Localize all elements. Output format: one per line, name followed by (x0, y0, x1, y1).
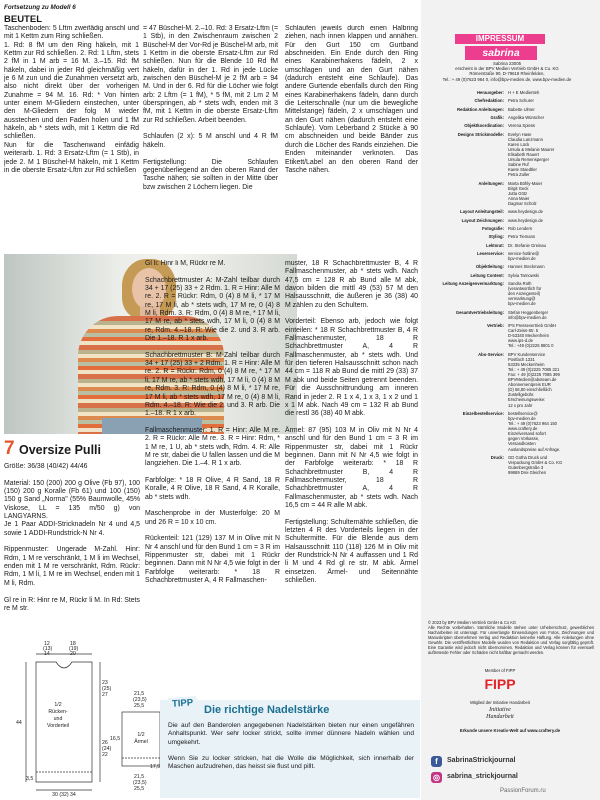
credit-label: Leitung Content: (470, 272, 504, 278)
svg-text:Rücken-: Rücken- (48, 709, 68, 715)
svg-text:21,5: 21,5 (134, 774, 145, 780)
text-column-3-bottom: muster, 18 R Schachbrettmuster B, 4 R Fallmaschenmuster, ab * stets wdh. Nach 47,5 cm = 128 R ab Bund alle M abk, davon bilden die mittl 49 (53) 57 M den Halsausschnitt, die äußeren je 36 (38) 40 M zählen zu den Schultern. Vorderteil: Ebenso arb, jedoch wie folgt einteilen: * 18 R Schachbrettmuster B, 4 R Fallmaschenmuster, 18 R Schachbrettmuster A, 4 R Fallmaschenmuster, ab * stets wdh. Und für den tieferen Halsausschnitt schon nach 44 cm = 118 R ab Bund die mittl 29 (33) 37 M abk und beide Seiten getrennt beenden. Für die Ausschnittrundung am inneren Rand in jeder 2. R 1 x 4, 1 x 3, 1 x 2 und 1 x 1 M abk. Nach 49 cm = 132 R ab Bund die restl 36 (38) 40 M abk. Ärmel: 87 (95) 103 M in Oliv mit N Nr 4 anschl und für den Bund 1 cm = 3 R im Rippenmuster str, dabei mit 1 Rückr beginnen. Dann mit N Nr 4,5 wie folgt in der Farbfolge weiterarb: * 18 R Schachbrettmuster B, 4 R Fallmaschenmuster, 18 R Schachbrettmuster A, 4 R Fallmaschenmuster, ab * stets wdh. Nach 16,5 cm = 44 R alle M abk. Fertigstellung: Schulternähte schließen, die letzten 4 R des Vorderteils liegen in der Schultermitte. Für die Blende aus dem Halsausschnitt 110 (118) 126 M in Oliv mit der Rundstrick-N Nr 4 auffassen und 1 Rd li M und 4 Rd gl re str. M abk. Ärmel einsetzen. Ärmel- und Seitennähte schließen. (285, 260, 418, 585)
text-column-1-top: Taschenboden: 5 Lftm zweifädig anschl und mit 1 Kettm zum Ring schließen. 1. Rd: 8 fM um den Ring häkeln, mit 1 Kettm zur Rd schließen. 2. Rd: 1 Lftm, stets 2 fM in 1 M arb = 16 M. 3.–15. Rd: fM häkeln, dabei in jeder Rd gleichmäßig vert je 6 M zun und die Zunahmen versetzt arb, also nicht direkt über der vorherigen Zunahme = 94 M. 16. Rd: * Von hinten unter einem M-Gliedern einstechen, unter den M-Gliedern der folg M wieder ausstechen und den Faden holen und 1 fM häkeln, ab * stets wdh, mit 1 Kettm die Rd schließen. Nun für die Taschenwand einfädig weiterarb. 1. Rd: 3 Ersatz-Lftm (= 1 Stb), in jede 2. M 1 Büschel-M häkeln, mit 1 Kettm in die oberste Ersatz-Lftm zur Rd schließen (4, 25, 139, 174)
credit-label: Gesamtvertriebsleitung: (455, 309, 504, 315)
svg-text:25,5: 25,5 (134, 703, 145, 709)
fipp-logo: FIPP (484, 676, 516, 692)
credit-value: Babette Ulmer (508, 106, 535, 112)
credit-value: Evelyn Hase Claudia Lanzmann Karen Lück Ursula & Melanie Maurer Elisabeth Rauert Ursula Remensperger Sabine Ruf Kaete Staedtler Petra Zuller (508, 131, 555, 178)
credit-label: Styling: (488, 234, 504, 240)
initiative-caption: Mitglied der Initiative Handarbeit (470, 700, 530, 705)
svg-text:25,5: 25,5 (134, 786, 145, 792)
svg-text:(25): (25) (102, 686, 112, 692)
credit-label: Chefredaktion: (474, 98, 504, 104)
svg-text:20: 20 (70, 651, 76, 657)
credit-value: Sandra Roth (verantwortlich für den Anzeigenteil) vermarktung@ bpv-medien.de (508, 280, 542, 307)
credit-value: Petra Schurer (508, 98, 534, 104)
craftery-link[interactable]: Erkunde unsere Kreativ-Welt auf www.craftery.de (459, 728, 561, 733)
credit-label: Abo-Service: (478, 351, 504, 357)
credit-label: Layout Anleitungsteil: (460, 209, 504, 215)
credit-value: bestellservice@ bpv-medien.de Tel.: + 49 (0)7623 964 150 www.craftery.de Einzelversand sofort gegen Vorkasse, Versandkosten Auslandspreise auf Anfrage. (508, 410, 561, 452)
front-back-outline (36, 662, 92, 782)
credit-label: Objektkoordination: (464, 123, 504, 129)
svg-text:(23,5): (23,5) (133, 780, 147, 786)
credit-value: Verena Spiess (508, 123, 536, 129)
credit-label: Herausgeber: (477, 90, 504, 95)
credit-value: Rob Lenders (508, 225, 532, 231)
credit-label: Druck: (490, 454, 504, 460)
facebook-icon[interactable]: f (431, 756, 442, 767)
svg-text:Vorderteil: Vorderteil (47, 723, 69, 729)
size-diagram (2, 640, 162, 798)
impressum-title: IMPRESSUM (455, 34, 545, 44)
tipp-tag: TIPP (168, 696, 198, 711)
credit-value: www.heydesign.de (508, 209, 543, 215)
svg-text:21,5: 21,5 (134, 691, 145, 697)
svg-text:(19): (19) (69, 646, 79, 652)
tipp-title: Die richtige Nadelstärke (204, 704, 330, 716)
svg-text:26: 26 (102, 740, 108, 746)
credit-label: Leitung Anzeigenvermarktung: (442, 280, 504, 286)
publisher-info: Sabrina 23005 erscheint in der BPV Medien Vertrieb GmbH & Co. KG Römerstraße 90, D-79618 Rheinfelden, Tel.: + 49 (0)7623 964 0, info@bpv-medien.de, www.bpv-medien.de (442, 61, 572, 82)
text-column-1-bottom: Größe: 36/38 (40/42) 44/46 Material: 150 (200) 200 g Olive (Fb 97), 100 (150) 200 g Koralle (Fb 61) und 100 (150) 150 g Sand „Norma" (55% Baumwolle, 45% Viskose, LL = 135 m/50 g) von LANGYARNS. Je 1 Paar ADDI-Stricknadeln Nr 4 und 4,5 sowie 1 ADDI-Rundstrick-N Nr 4. Rippenmuster: Ungerade M-Zahl. Hinr: Rdm, 1 M re verschränkt, 1 M li im Wechsel, enden mit 1 M re verschränkt, Rdm. Rückr: Rdm, 1 M li, 1 M re im Wechsel, enden mit 1 M li, Rdm. Gl re in R: Hinr re M, Rückr li M. In Rd: Stets re M str. (4, 463, 140, 612)
credit-label: Designs Strickmodelle: (457, 131, 504, 137)
beutel-title: BEUTEL (4, 14, 42, 25)
continuation-header: Fortsetzung zu Modell 6 (4, 4, 76, 11)
svg-text:14: 14 (44, 651, 50, 657)
credit-value: www.heydesign.de (508, 217, 543, 223)
credit-label: Anleitungen: (478, 180, 504, 186)
watermark-text: PassionForum.ru (500, 788, 546, 794)
svg-text:27: 27 (102, 692, 108, 698)
facebook-handle[interactable]: SabrinaStrickjournal (447, 757, 516, 764)
instagram-handle[interactable]: sabrina_strickjournal (447, 773, 518, 780)
credit-value: Stefan Heggenberger info@bpv-medien.de (508, 309, 549, 320)
svg-text:(24): (24) (102, 746, 112, 752)
svg-text:30 (32) 34: 30 (32) 34 (52, 792, 76, 798)
legal-notice: © 2023 by BPV Medien Vertrieb GmbH & Co KG Alle Rechte vorbehalten. Sämtliche Modelle stehen unter Urheberschutz, gewerbliches Nacharbeiten ist untersagt. Für unverlangte Einsendungen von Fotos, Zeichnungen und Manuskripten übernehmen Verlag und Redaktion keinerlei Haftung. Alle Anleitungen ohne Gewähr. Die veröffentlichten Modelle wurden von Redaktion und Verlag sorgfältig geprüft. Eine Garantie wird jedoch nicht übernommen. Redaktion und Verlag können für eventuell auftretende Fehler oder Schäden nicht haftbar gemacht werden. (428, 620, 594, 655)
credit-label: Objektleitung: (475, 264, 504, 270)
credit-value: Angelika Wünscher (508, 114, 545, 120)
svg-text:23: 23 (102, 680, 108, 686)
instagram-icon[interactable]: ◎ (431, 772, 442, 783)
svg-text:17,5: 17,5 (150, 764, 161, 770)
text-column-3-top: Schlaufen jeweils durch einen Halbring ziehen, nach innen klappen und annähen. Für den Gurt 150 cm Gurtband abschneiden. Ein Ende durch den Ring eines Karabinerhakens fädeln, 2 x umschlagen und an den Gurt nähen (dadurch entsteht eine Schlaufe). Das andere Gurtende ebenfalls durch den Ring eines Karabinerhakens fädeln, dann durch die Leiterschnalle (nur um die bewegliche Mittelstange) fädeln, 2 x umschlagen und an den Gurt nähen (dadurch entsteht eine Schlaufe). Vom Leberband 2 Stücke à 90 cm abschneiden und beide Bänder zus durch die Löcher des Rands einziehen. Die Enden miteinander verknoten. Das Etikett/Label an den oberen Rand der Tasche nähen. (285, 25, 418, 174)
credit-label: Fotografie: (482, 225, 504, 231)
credit-label: Grafik: (490, 114, 504, 120)
tipp-text: Die auf den Banderolen angegebenen Nadelstärken bieten nur einen ungefähren Anhaltspunkt. Wer sehr locker strickt, sollte immer dünnere Nadeln wählen und umgekehrt. Wenn Sie zu locker stricken, hat die Wolle die Möglichkeit, sich innerhalb der Maschen aufzudrehen, das heisst sie flust und pillt. (168, 722, 414, 771)
credit-value: Dr. Stefanie Greinau (508, 242, 546, 248)
svg-text:44: 44 (16, 720, 22, 726)
fipp-member-label: Member of FIPP (484, 668, 516, 673)
credit-label: Layout Zeichnungen: (461, 217, 504, 223)
svg-text:22: 22 (102, 752, 108, 758)
credit-label: Einzelbestellservice: (462, 410, 504, 416)
credit-value: service-hotline@ bpv-medien.de (508, 250, 540, 261)
credit-value: Sylvia Tarnowski (508, 272, 539, 278)
sabrina-logo: sabrina (465, 46, 537, 60)
svg-text:3,5: 3,5 (26, 776, 34, 782)
credit-value: Hannes Steckmann (508, 264, 545, 270)
credit-value: IPS Pressevertrieb GmbH Carl-Zeiss-Str. 5 D-53340 Meckenheim www.ips-d.de Tel.: +49 (0)2225 8801 0 (508, 322, 557, 349)
svg-text:Ärmel: Ärmel (134, 739, 148, 745)
credit-value: BPV Kundenservice Postfach 1331 53335 Meckenheim Tel.: + 49 (0)2225 7085 321 Fax: + 49 (0)2225 7085 399 BPVMedien@aboteam.de Abonnementpreis EUR (D) 58,80 einschließlich Zustellgebühr. Erscheinungsweise: 12 x pro Jahr (508, 351, 560, 408)
initiative-logo: Initiative Handarbeit (486, 707, 514, 720)
model-number: 7 (4, 438, 15, 459)
credit-label: Vertrieb: (487, 322, 504, 328)
svg-text:12: 12 (44, 641, 50, 647)
text-column-2-top: = 47 Büschel-M. 2.–10. Rd: 3 Ersatz-Lftm (= 1 Stb), in den Zwischenraum zwischen 2 Büschel-M der Vor-Rd je Büschel-M arb, mit 1 Kettm in die oberste Ersatz-Lftm zur Rd schließen. Nun für die Blende 10 Rd fM häkeln, dafür in der 1. Rd in jede Lücke zwischen den Büschel-M je 2 fM arb = 94 M. Und in der 6. Rd für die Löcher wie folgt arb: 2 Lftm (= 1 fM), * 5 fM, mit 2 Lm 2 M überspringen, ab * stets wdh, enden mit 3 fM, mit 1 Kettm in die oberste Ersatz-Lftm zur Rd schließen. Arbeit beenden. Schlaufen (2 x): 5 M anschl und 4 R fM häkeln. Fertigstellung: Die Schlaufen gegenüberliegend an den oberen Rand der Tasche nähen; sie sollten in der Mitte über bzw zwischen 2 Löchern liegen. Die (143, 25, 278, 191)
credit-value: GD Gotha Druck und Verpackung GmbH & Co. KG Gutenbergstraße 3 99869 Drei Gleichen (508, 454, 563, 476)
credit-label: Redaktion Anleitungen: (457, 106, 504, 112)
svg-text:und: und (53, 716, 63, 722)
tipp-box (160, 697, 420, 798)
svg-text:1/2: 1/2 (54, 702, 62, 708)
svg-text:(23,5): (23,5) (133, 697, 147, 703)
credit-value: Marta Böhly-Maier Birgit Geck Jutta Götz Anna Maier Dagmar Scholz (508, 180, 543, 206)
text-column-2-bottom: Gl li: Hinr li M, Rückr re M. Schachbrettmuster A: M-Zahl teilbar durch 34 + 17 (25) 33 + 2 Rdm. 1. R = Hinr: Alle M re. 2. R = Rückr: Rdm, 0 (4) 8 M li, * 17 M re, 17 M li, ab * stets wdh, 17 M re, 0 (4) 8 M li, Rdm. 3. R: Rdm, 0 (4) 8 M re, * 17 M li, 17 M re, ab * stets wdh, 17 M li, 0 (4) 8 M re, Rdm. 4.–18. R: Wie die 2. und 3. R arb. Die 1.–18. R 1 x arb. Schachbrettmuster B: M-Zahl teilbar durch 34 + 17 (25) 33 + 2 Rdm. 1. R = Hinr: Alle M re. 2. R = Rückr: Rdm, 0 (4) 8 M re, * 17 M li, 17 M re, ab * stets wdh, 17 M li, 0 (4) 8 M re, Rdm. 3. R: Rdm, 0 (4) 8 M li, * 17 M re, 17 M li, ab * stets wdh, 17 M re, 0 (4) 8 M li, Rdm. 4.–18. R: Wie die 2. und 3. R arb. Die 1.–18. R 1 x arb. Fallmaschenmuster: 1. R = Hinr: Alle M re. 2. R = Rückr: Alle M re. 3. R = Hinr: Rdm, * 1 M re, 1 U, ab * stets wdh, Rdm. 4. R: Alle M re str, dabei die U fallen lassen und die M langziehen. Die 1.–4. R 1 x arb. Farbfolge: * 18 R Olive, 4 R Sand, 18 R Koralle, 4 R Olive, 18 R Sand, 4 R Koralle, ab * stets wdh. Maschenprobe in der Musterfolge: 20 M und 26 R = 10 x 10 cm. Rückenteil: 121 (129) 137 M in Olive mit N Nr 4 anschl und für den Bund 1 cm = 3 R im Rippenmuster str, dabei mit 1 Rückr beginnen. Dann mit N Nr 4,5 wie folgt in der Farbfolge weiterarb: * 18 R Schachbrettmuster A, 4 R Fallmaschen- (145, 260, 280, 585)
credit-label: Leserservice: (476, 250, 504, 256)
credit-value: H + E Medienteh (508, 90, 540, 95)
credit-label: Lektorat: (486, 242, 504, 248)
svg-text:1/2: 1/2 (137, 732, 145, 738)
svg-text:16,5: 16,5 (110, 736, 121, 742)
svg-text:(13): (13) (43, 646, 53, 652)
credit-value: Petra Tiemann (508, 234, 536, 240)
model-title: Oversize Pulli (19, 443, 101, 457)
svg-text:18: 18 (70, 641, 76, 647)
